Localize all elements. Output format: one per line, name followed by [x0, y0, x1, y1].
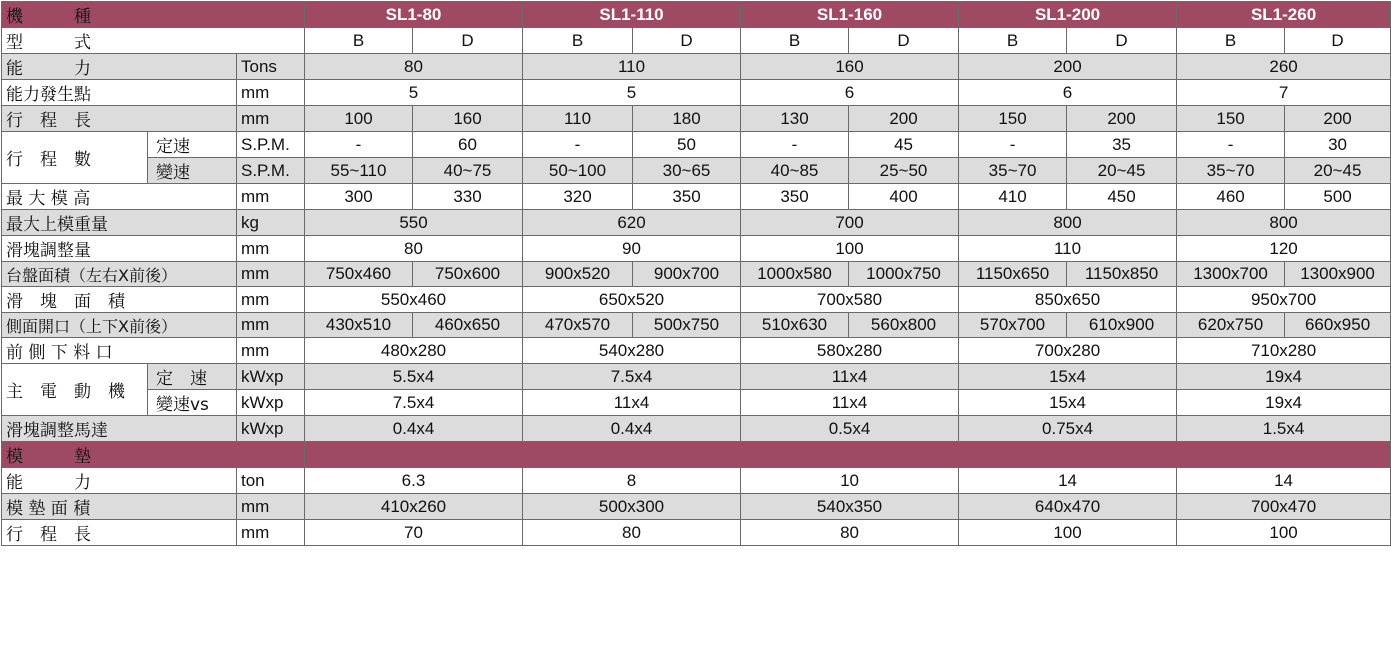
- unit-label: mm: [237, 184, 305, 210]
- table-cell: 7.5x4: [523, 364, 741, 390]
- table-cell: 45: [849, 132, 959, 158]
- table-cell: 120: [1177, 236, 1391, 262]
- table-cell: 80: [305, 236, 523, 262]
- table-cell: 550x460: [305, 287, 523, 313]
- table-cell: 500: [1285, 184, 1391, 210]
- table-cell: 700x280: [959, 338, 1177, 364]
- unit-label: S.P.M.: [237, 158, 305, 184]
- sub-label: 變速: [148, 158, 237, 184]
- table-cell: 200: [849, 106, 959, 132]
- table-cell: 50~100: [523, 158, 633, 184]
- table-cell: 1150x850: [1067, 262, 1177, 287]
- row-label: 能 力: [2, 54, 237, 80]
- main-motor-fixed-row: [2, 364, 1391, 390]
- table-cell: 180: [633, 106, 741, 132]
- table-cell: 130: [741, 106, 849, 132]
- table-cell: 30~65: [633, 158, 741, 184]
- table-cell: 160: [413, 106, 523, 132]
- table-cell: 1.5x4: [1177, 416, 1391, 442]
- table-cell: 200: [1285, 106, 1391, 132]
- table-cell: D: [849, 28, 959, 54]
- table-cell: 80: [305, 54, 523, 80]
- table-cell: 15x4: [959, 390, 1177, 416]
- table-cell: 11x4: [523, 390, 741, 416]
- table-cell: 660x950: [1285, 313, 1391, 338]
- table-cell: 35~70: [959, 158, 1067, 184]
- table-cell: 55~110: [305, 158, 413, 184]
- table-cell: 350: [741, 184, 849, 210]
- slide-adjust-row: [2, 236, 1391, 262]
- row-label: 行 程 長: [2, 106, 237, 132]
- model-sl1-110: SL1-110: [523, 2, 741, 28]
- row-label: 滑 塊 面 積: [2, 287, 237, 313]
- table-cell: 400: [849, 184, 959, 210]
- table-cell: 410x260: [305, 494, 523, 520]
- table-cell: -: [1177, 132, 1285, 158]
- table-cell: 550: [305, 210, 523, 236]
- cushion-area-row: [2, 494, 1391, 520]
- table-cell: B: [959, 28, 1067, 54]
- table-cell: 6.3: [305, 468, 523, 494]
- table-cell: 40~75: [413, 158, 523, 184]
- table-cell: 1000x580: [741, 262, 849, 287]
- unit-label: kWxp: [237, 416, 305, 442]
- table-cell: 200: [959, 54, 1177, 80]
- table-cell: 450: [1067, 184, 1177, 210]
- table-cell: 30: [1285, 132, 1391, 158]
- table-cell: -: [305, 132, 413, 158]
- side-opening-row: [2, 313, 1391, 338]
- table-cell: 500x300: [523, 494, 741, 520]
- table-cell: 430x510: [305, 313, 413, 338]
- table-cell: 320: [523, 184, 633, 210]
- row-label: 能力發生點: [2, 80, 237, 106]
- spm-variable-row: [2, 158, 1391, 184]
- table-cell: 160: [741, 54, 959, 80]
- table-cell: 750x600: [413, 262, 523, 287]
- row-label: 側面開口（上下X前後）: [2, 313, 237, 338]
- cushion-section-row: [2, 442, 1391, 468]
- table-cell: 7.5x4: [305, 390, 523, 416]
- table-cell: D: [1285, 28, 1391, 54]
- header-label: 機 種: [2, 2, 305, 28]
- die-height-row: [2, 184, 1391, 210]
- table-cell: 900x700: [633, 262, 741, 287]
- table-cell: 480x280: [305, 338, 523, 364]
- table-cell: 570x700: [959, 313, 1067, 338]
- header-row: [2, 2, 1391, 28]
- table-cell: 5: [523, 80, 741, 106]
- table-cell: 610x900: [1067, 313, 1177, 338]
- table-cell: 700x580: [741, 287, 959, 313]
- table-cell: 850x650: [959, 287, 1177, 313]
- table-cell: 0.4x4: [305, 416, 523, 442]
- table-cell: 80: [523, 520, 741, 546]
- table-cell: 350: [633, 184, 741, 210]
- row-label: 滑塊調整馬達: [2, 416, 237, 442]
- model-sl1-80: SL1-80: [305, 2, 523, 28]
- table-cell: 460x650: [413, 313, 523, 338]
- slide-motor-row: [2, 416, 1391, 442]
- table-cell: 200: [1067, 106, 1177, 132]
- model-sl1-260: SL1-260: [1177, 2, 1391, 28]
- row-label: 最 大 模 高: [2, 184, 237, 210]
- table-cell: 700: [741, 210, 959, 236]
- table-cell: 0.75x4: [959, 416, 1177, 442]
- table-cell: -: [741, 132, 849, 158]
- table-cell: 5: [305, 80, 523, 106]
- table-cell: 950x700: [1177, 287, 1391, 313]
- table-cell: 100: [305, 106, 413, 132]
- table-cell: 0.4x4: [523, 416, 741, 442]
- unit-label: mm: [237, 236, 305, 262]
- table-cell: 0.5x4: [741, 416, 959, 442]
- unit-label: ton: [237, 468, 305, 494]
- unit-label: S.P.M.: [237, 132, 305, 158]
- row-label: 台盤面積（左右X前後）: [2, 262, 237, 287]
- table-cell: 700x470: [1177, 494, 1391, 520]
- table-cell: 6: [741, 80, 959, 106]
- unit-label: kg: [237, 210, 305, 236]
- table-cell: 5.5x4: [305, 364, 523, 390]
- table-cell: B: [1177, 28, 1285, 54]
- spm-fixed-row: [2, 132, 1391, 158]
- max-die-weight-row: [2, 210, 1391, 236]
- spec-table: [1, 1, 1391, 546]
- model-sl1-200: SL1-200: [959, 2, 1177, 28]
- table-cell: 80: [741, 520, 959, 546]
- row-label: 型 式: [2, 28, 305, 54]
- table-cell: 800: [1177, 210, 1391, 236]
- section-label: 模 墊: [2, 442, 305, 468]
- row-label: 最大上模重量: [2, 210, 237, 236]
- table-cell: 110: [523, 54, 741, 80]
- stroke-row: [2, 106, 1391, 132]
- table-cell: 14: [959, 468, 1177, 494]
- table-cell: 6: [959, 80, 1177, 106]
- table-cell: 14: [1177, 468, 1391, 494]
- slide-area-row: [2, 287, 1391, 313]
- row-label: 模 墊 面 積: [2, 494, 237, 520]
- table-cell: D: [633, 28, 741, 54]
- table-cell: 1300x900: [1285, 262, 1391, 287]
- table-cell: 510x630: [741, 313, 849, 338]
- table-cell: 470x570: [523, 313, 633, 338]
- table-cell: 540x280: [523, 338, 741, 364]
- table-cell: 110: [523, 106, 633, 132]
- table-cell: 19x4: [1177, 364, 1391, 390]
- table-cell: 25~50: [849, 158, 959, 184]
- table-cell: 35~70: [1177, 158, 1285, 184]
- table-cell: 150: [1177, 106, 1285, 132]
- table-cell: 710x280: [1177, 338, 1391, 364]
- unit-label: mm: [237, 313, 305, 338]
- row-label: 前 側 下 料 口: [2, 338, 237, 364]
- unit-label: kWxp: [237, 364, 305, 390]
- row-label: 主 電 動 機: [2, 364, 148, 416]
- table-cell: D: [1067, 28, 1177, 54]
- capacity-row: [2, 54, 1391, 80]
- table-cell: D: [413, 28, 523, 54]
- type-row: [2, 28, 1391, 54]
- table-cell: 620: [523, 210, 741, 236]
- tonnage-point-row: [2, 80, 1391, 106]
- table-cell: B: [523, 28, 633, 54]
- table-cell: 410: [959, 184, 1067, 210]
- table-cell: 500x750: [633, 313, 741, 338]
- table-cell: 1300x700: [1177, 262, 1285, 287]
- sub-label: 變速vs: [148, 390, 237, 416]
- table-cell: -: [523, 132, 633, 158]
- table-cell: 60: [413, 132, 523, 158]
- sub-label: 定速: [148, 132, 237, 158]
- table-cell: 100: [959, 520, 1177, 546]
- table-cell: 8: [523, 468, 741, 494]
- unit-label: kWxp: [237, 390, 305, 416]
- table-cell: 100: [741, 236, 959, 262]
- table-cell: 460: [1177, 184, 1285, 210]
- table-cell: 560x800: [849, 313, 959, 338]
- table-cell: 90: [523, 236, 741, 262]
- table-cell: 7: [1177, 80, 1391, 106]
- table-cell: 11x4: [741, 364, 959, 390]
- table-cell: 640x470: [959, 494, 1177, 520]
- unit-label: mm: [237, 262, 305, 287]
- table-cell: B: [305, 28, 413, 54]
- row-label: 能 力: [2, 468, 237, 494]
- model-sl1-160: SL1-160: [741, 2, 959, 28]
- table-cell: 1150x650: [959, 262, 1067, 287]
- row-label: 滑塊調整量: [2, 236, 237, 262]
- table-cell: 40~85: [741, 158, 849, 184]
- unit-label: mm: [237, 287, 305, 313]
- row-label: 行 程 長: [2, 520, 237, 546]
- unit-label: mm: [237, 106, 305, 132]
- table-cell: 11x4: [741, 390, 959, 416]
- table-cell: -: [959, 132, 1067, 158]
- table-cell: 150: [959, 106, 1067, 132]
- table-cell: 260: [1177, 54, 1391, 80]
- table-cell: 20~45: [1285, 158, 1391, 184]
- table-cell: 800: [959, 210, 1177, 236]
- table-cell: 300: [305, 184, 413, 210]
- table-cell: 620x750: [1177, 313, 1285, 338]
- table-cell: 110: [959, 236, 1177, 262]
- table-cell: 100: [1177, 520, 1391, 546]
- table-cell: 1000x750: [849, 262, 959, 287]
- table-cell: 15x4: [959, 364, 1177, 390]
- table-cell: 580x280: [741, 338, 959, 364]
- cushion-capacity-row: [2, 468, 1391, 494]
- unit-label: mm: [237, 338, 305, 364]
- table-cell: 20~45: [1067, 158, 1177, 184]
- bolster-area-row: [2, 262, 1391, 287]
- cushion-stroke-row: [2, 520, 1391, 546]
- table-cell: 540x350: [741, 494, 959, 520]
- table-cell: 70: [305, 520, 523, 546]
- table-cell: B: [741, 28, 849, 54]
- sub-label: 定 速: [148, 364, 237, 390]
- table-cell: 330: [413, 184, 523, 210]
- row-label: 行 程 數: [2, 132, 148, 184]
- front-opening-row: [2, 338, 1391, 364]
- table-cell: 900x520: [523, 262, 633, 287]
- section-fill: [305, 442, 1391, 468]
- table-cell: 50: [633, 132, 741, 158]
- unit-label: mm: [237, 520, 305, 546]
- table-cell: 19x4: [1177, 390, 1391, 416]
- table-cell: 750x460: [305, 262, 413, 287]
- table-cell: 10: [741, 468, 959, 494]
- unit-label: mm: [237, 494, 305, 520]
- table-cell: 35: [1067, 132, 1177, 158]
- table-cell: 650x520: [523, 287, 741, 313]
- main-motor-variable-row: [2, 390, 1391, 416]
- unit-label: Tons: [237, 54, 305, 80]
- unit-label: mm: [237, 80, 305, 106]
